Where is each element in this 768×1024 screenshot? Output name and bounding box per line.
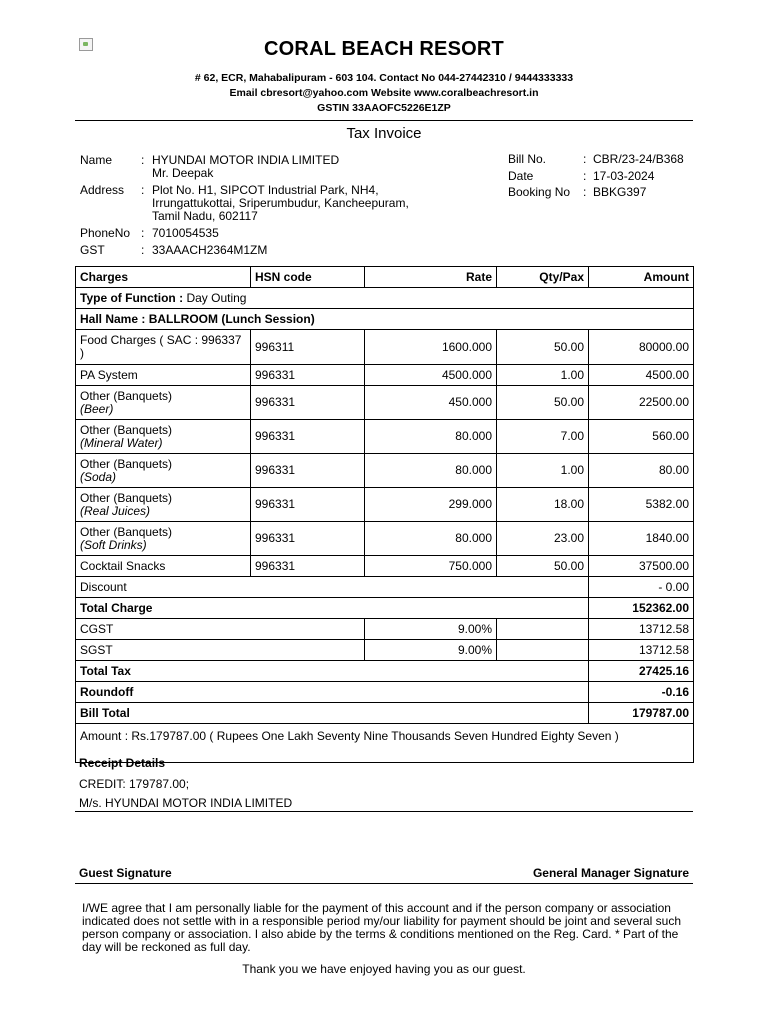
charge-name: Other (Banquets): [80, 490, 173, 505]
date-label: Date: [508, 169, 534, 183]
address-label: Address: [80, 183, 125, 197]
manager-signature-label: General Manager Signature: [532, 866, 689, 880]
charge-name: Other (Banquets): [80, 388, 173, 403]
amount-value: 1840.00: [589, 522, 694, 556]
name-label: Name: [80, 153, 113, 167]
charge-cell: [76, 420, 251, 454]
terms-text: I/WE agree that I am personally liable for the payment of this account and if the person company or association indicated does not settle with in a responsible period my/our liability for payment should be joint and several such person company or association. I also abide by the terms & conditions mentioned on the Reg. Card. * Part of the day will be reckoned as full day.: [82, 901, 682, 954]
charge-name: Cocktail Snacks: [76, 556, 251, 577]
table-row: [76, 488, 694, 522]
total-tax-row: [76, 661, 694, 682]
col-header-qty: Qty/Pax: [497, 267, 589, 288]
cgst-label: CGST: [76, 619, 365, 640]
hsn-code: 996331: [251, 556, 365, 577]
discount-row: [76, 577, 694, 598]
customer-address-line2: Irrungattukottai, Sriperumbudur, Kancheepuram,: [152, 196, 409, 210]
gst-label: GST: [80, 243, 105, 257]
charge-cell: [76, 454, 251, 488]
total-tax-label: Total Tax: [76, 661, 589, 682]
sgst-row: [76, 640, 694, 661]
booking-no-label: Booking No: [508, 185, 571, 199]
cgst-value: 13712.58: [589, 619, 694, 640]
rate-value: 750.000: [365, 556, 497, 577]
bill-no: CBR/23-24/B368: [593, 152, 684, 166]
cgst-qty-empty: [497, 619, 589, 640]
function-type-cell: [76, 288, 694, 309]
bill-total-row: [76, 703, 694, 724]
receipt-details-title: Receipt Details: [79, 756, 166, 770]
hall-name-row: [76, 309, 694, 330]
customer-gst: 33AAACH2364M1ZM: [152, 243, 268, 257]
charge-name: Other (Banquets): [80, 524, 173, 539]
qty-value: 50.00: [497, 556, 589, 577]
signature-divider: [75, 883, 693, 884]
guest-signature-label: Guest Signature: [79, 866, 172, 880]
thank-you-note: Thank you we have enjoyed having you as our guest.: [242, 962, 526, 976]
qty-value: 23.00: [497, 522, 589, 556]
col-header-rate: Rate: [365, 267, 497, 288]
hsn-code: 996331: [251, 454, 365, 488]
table-row: [76, 556, 694, 577]
charge-subtype: (Beer): [80, 401, 114, 416]
sgst-rate: 9.00%: [365, 640, 497, 661]
charge-name: PA System: [76, 365, 251, 386]
amount-in-words: Amount : Rs.179787.00 ( Rupees One Lakh Seventy Nine Thousands Seven Hundred Eighty Seven ): [76, 724, 694, 763]
customer-address-line3: Tamil Nadu, 602117: [152, 209, 258, 223]
resort-gstin: GSTIN 33AAOFC5226E1ZP: [317, 102, 451, 114]
table-row: [76, 365, 694, 386]
hall-name: Hall Name : BALLROOM (Lunch Session): [76, 309, 694, 330]
resort-contact: Email cbresort@yahoo.com Website www.coralbeachresort.in: [229, 87, 539, 99]
resort-address: # 62, ECR, Mahabalipuram - 603 104. Contact No 044-27442310 / 9444333333: [194, 72, 574, 84]
total-charge-value: 152362.00: [589, 598, 694, 619]
function-type-row: [76, 288, 694, 309]
amount-value: 80.00: [589, 454, 694, 488]
cgst-row: [76, 619, 694, 640]
table-row: [76, 454, 694, 488]
charge-subtype: (Mineral Water): [80, 435, 163, 450]
charge-name: Food Charges ( SAC : 996337 ): [76, 330, 251, 365]
col-header-charges: Charges: [76, 267, 251, 288]
invoice-title: Tax Invoice: [346, 125, 422, 142]
customer-name: HYUNDAI MOTOR INDIA LIMITED: [152, 153, 340, 167]
table-row: [76, 386, 694, 420]
qty-value: 7.00: [497, 420, 589, 454]
phone-colon: :: [141, 226, 145, 240]
rate-value: 450.000: [365, 386, 497, 420]
resort-name: CORAL BEACH RESORT: [264, 38, 504, 60]
amount-words-row: [76, 724, 694, 763]
amount-value: 37500.00: [589, 556, 694, 577]
function-type-label: Type of Function :: [80, 290, 184, 305]
qty-value: 18.00: [497, 488, 589, 522]
discount-label: Discount: [76, 577, 589, 598]
receipt-company-line: M/s. HYUNDAI MOTOR INDIA LIMITED: [79, 796, 293, 810]
header-divider: [75, 120, 693, 121]
booking-no: BBKG397: [593, 185, 647, 199]
charges-table: [75, 266, 694, 763]
table-row: [76, 330, 694, 365]
bill-total-label: Bill Total: [76, 703, 589, 724]
sgst-value: 13712.58: [589, 640, 694, 661]
sgst-qty-empty: [497, 640, 589, 661]
rate-value: 299.000: [365, 488, 497, 522]
amount-value: 5382.00: [589, 488, 694, 522]
hsn-code: 996311: [251, 330, 365, 365]
name-colon: :: [141, 153, 145, 167]
function-type-value: Day Outing: [186, 290, 247, 305]
bill-no-label: Bill No.: [508, 152, 547, 166]
qty-value: 50.00: [497, 386, 589, 420]
date-colon: :: [583, 169, 587, 183]
charge-name: Other (Banquets): [80, 456, 173, 471]
amount-value: 560.00: [589, 420, 694, 454]
rate-value: 80.000: [365, 522, 497, 556]
address-colon: :: [141, 183, 145, 197]
charge-cell: [76, 522, 251, 556]
charge-cell: [76, 488, 251, 522]
total-charge-label: Total Charge: [76, 598, 589, 619]
bill-no-colon: :: [583, 152, 587, 166]
charge-subtype: (Soft Drinks): [80, 537, 147, 552]
roundoff-row: [76, 682, 694, 703]
charge-subtype: (Real Juices): [80, 503, 151, 518]
discount-value: - 0.00: [589, 577, 694, 598]
cgst-rate: 9.00%: [365, 619, 497, 640]
rate-value: 80.000: [365, 454, 497, 488]
rate-value: 1600.000: [365, 330, 497, 365]
rate-value: 80.000: [365, 420, 497, 454]
sgst-label: SGST: [76, 640, 365, 661]
receipt-divider: [75, 811, 693, 812]
booking-no-colon: :: [583, 185, 587, 199]
customer-contact-person: Mr. Deepak: [152, 166, 214, 180]
rate-value: 4500.000: [365, 365, 497, 386]
gst-colon: :: [141, 243, 145, 257]
col-header-hsn: HSN code: [251, 267, 365, 288]
hsn-code: 996331: [251, 522, 365, 556]
total-tax-value: 27425.16: [589, 661, 694, 682]
bill-total-value: 179787.00: [589, 703, 694, 724]
table-row: [76, 522, 694, 556]
qty-value: 1.00: [497, 365, 589, 386]
charge-cell: [76, 386, 251, 420]
hsn-code: 996331: [251, 365, 365, 386]
charge-subtype: (Soda): [80, 469, 117, 484]
hsn-code: 996331: [251, 420, 365, 454]
total-charge-row: [76, 598, 694, 619]
roundoff-value: -0.16: [589, 682, 694, 703]
customer-phone: 7010054535: [152, 226, 219, 240]
receipt-credit-line: CREDIT: 179787.00;: [79, 777, 190, 791]
amount-value: 80000.00: [589, 330, 694, 365]
amount-value: 22500.00: [589, 386, 694, 420]
customer-address-line1: Plot No. H1, SIPCOT Industrial Park, NH4,: [152, 183, 379, 197]
amount-value: 4500.00: [589, 365, 694, 386]
hsn-code: 996331: [251, 386, 365, 420]
qty-value: 1.00: [497, 454, 589, 488]
phone-label: PhoneNo: [80, 226, 131, 240]
roundoff-label: Roundoff: [76, 682, 589, 703]
col-header-amount: Amount: [589, 267, 694, 288]
charge-name: Other (Banquets): [80, 422, 173, 437]
qty-value: 50.00: [497, 330, 589, 365]
table-header-row: [76, 267, 694, 288]
hsn-code: 996331: [251, 488, 365, 522]
bill-date: 17-03-2024: [593, 169, 655, 183]
table-row: [76, 420, 694, 454]
